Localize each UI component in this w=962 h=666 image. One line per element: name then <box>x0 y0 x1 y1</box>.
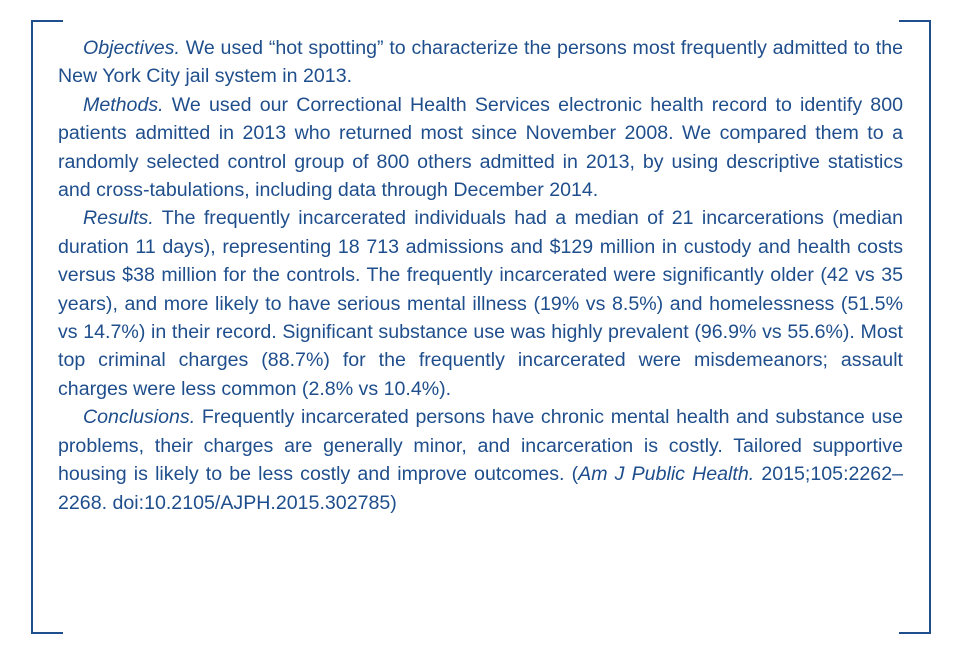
citation-journal: Am J Public Health. <box>578 463 755 486</box>
frame-corner-top-left-bar <box>31 20 63 22</box>
methods-paragraph <box>58 91 903 205</box>
results-paragraph <box>58 204 903 403</box>
conclusions-paragraph <box>58 403 903 517</box>
methods-heading: Methods. <box>83 93 164 116</box>
conclusions-text: Frequently incarcerated persons have chronic mental health and substance use problems, their charges are generally minor, and incarceration is costly. Tailored supportive housing is likely to be less costly and improve outcomes. ( <box>58 406 903 486</box>
frame-corner-bottom-right <box>899 632 931 634</box>
frame-left-edge <box>31 20 33 634</box>
objectives-paragraph <box>58 34 903 91</box>
results-heading: Results. <box>83 207 154 230</box>
objectives-heading: Objectives. <box>83 37 180 59</box>
abstract <box>58 34 903 517</box>
conclusions-heading: Conclusions. <box>83 406 196 429</box>
results-text: The frequently incarcerated individuals had a median of 21 incarcerations (median duration 11 days), representing 18 713 admissions and $129 million in custody and health costs versus $38 million for the controls. The frequently incarcerated were significantly older (42 vs 35 years), and more likely to have serious mental illness (19% vs 8.5%) and homelessness (51.5% vs 14.7%) in their record. Significant substance use was highly prevalent (96.9% vs 55.6%). Most top criminal charges (88.7%) for the frequently incarcerated were misdemeanors; assault charges were less common (2.8% vs 10.4%). <box>58 207 903 400</box>
methods-text: We used our Correctional Health Services electronic health record to identify 800 patients admitted in 2013 who returned most since November 2008. We compared them to a randomly selected control group of 800 others admitted in 2013, by using descriptive statistics and cross-tabulations, including data through December 2014. <box>58 93 903 202</box>
frame-right-edge <box>929 20 931 634</box>
frame-corner-bottom-left <box>31 632 63 634</box>
objectives-text: We used “hot spotting” to characterize the persons most frequently admitted to the New York City jail system in 2013. <box>58 37 903 88</box>
frame-corner-top-right <box>899 20 931 22</box>
citation-details: 2015;105:2262–2268. doi:10.2105/AJPH.2015.302785) <box>58 463 903 514</box>
